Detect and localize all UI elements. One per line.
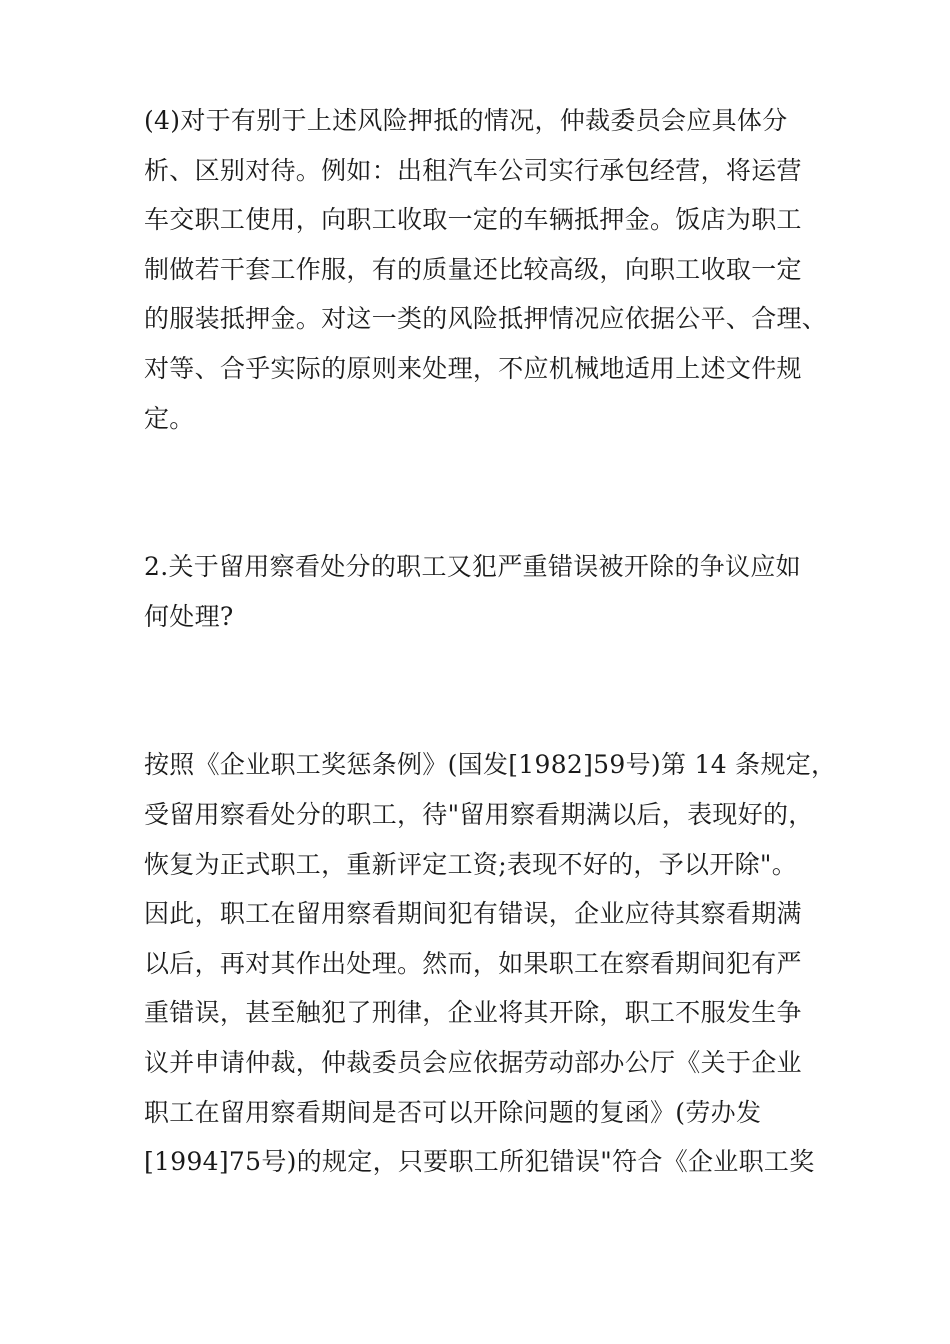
- text-line: [1994]75号)的规定，只要职工所犯错误"符合《企业职工奖: [144, 1147, 815, 1177]
- text-line: (4)对于有别于上述风险押抵的情况，仲裁委员会应具体分: [144, 106, 788, 135]
- section-heading-question-2: [144, 542, 814, 641]
- text-line: 职工在留用察看期间是否可以开除问题的复函》(劳办发: [144, 1097, 762, 1127]
- text-line: 何处理?: [144, 601, 234, 631]
- text-line: 对等、合乎实际的原则来处理，不应机械地适用上述文件规: [144, 353, 802, 383]
- text-line: 析、区别对待。例如：出租汽车公司实行承包经营，将运营: [144, 155, 802, 185]
- paragraph-answer-2: [144, 740, 837, 1186]
- text-line: 以后，再对其作出处理。然而，如果职工在察看期间犯有严: [144, 948, 802, 978]
- text-line: 议并申请仲裁，仲裁委员会应依据劳动部办公厅《关于企业: [144, 1047, 802, 1077]
- paragraph-risk-deposit: [144, 96, 828, 443]
- paragraph-spacer: [144, 443, 814, 542]
- paragraph-spacer: [144, 641, 814, 740]
- text-line: 重错误，甚至触犯了刑律，企业将其开除，职工不服发生争: [144, 998, 802, 1028]
- document-page: [144, 96, 837, 1187]
- text-line: 车交职工使用，向职工收取一定的车辆抵押金。饭店为职工: [144, 205, 802, 235]
- text-line: 受留用察看处分的职工，待"留用察看期满以后，表现好的，: [144, 799, 814, 829]
- text-line: 恢复为正式职工，重新评定工资;表现不好的，予以开除"。: [144, 849, 798, 879]
- text-line: 的服装抵押金。对这一类的风险抵押情况应依据公平、合理、: [144, 304, 828, 334]
- text-line: 制做若干套工作服，有的质量还比较高级，向职工收取一定: [144, 254, 802, 284]
- text-line: 因此，职工在留用察看期间犯有错误，企业应待其察看期满: [144, 899, 802, 929]
- text-line: 2.关于留用察看处分的职工又犯严重错误被开除的争议应如: [144, 552, 801, 582]
- text-line: 按照《企业职工奖惩条例》(国发[1982]59号)第 14 条规定，: [144, 750, 837, 780]
- text-line: 定。: [144, 403, 195, 433]
